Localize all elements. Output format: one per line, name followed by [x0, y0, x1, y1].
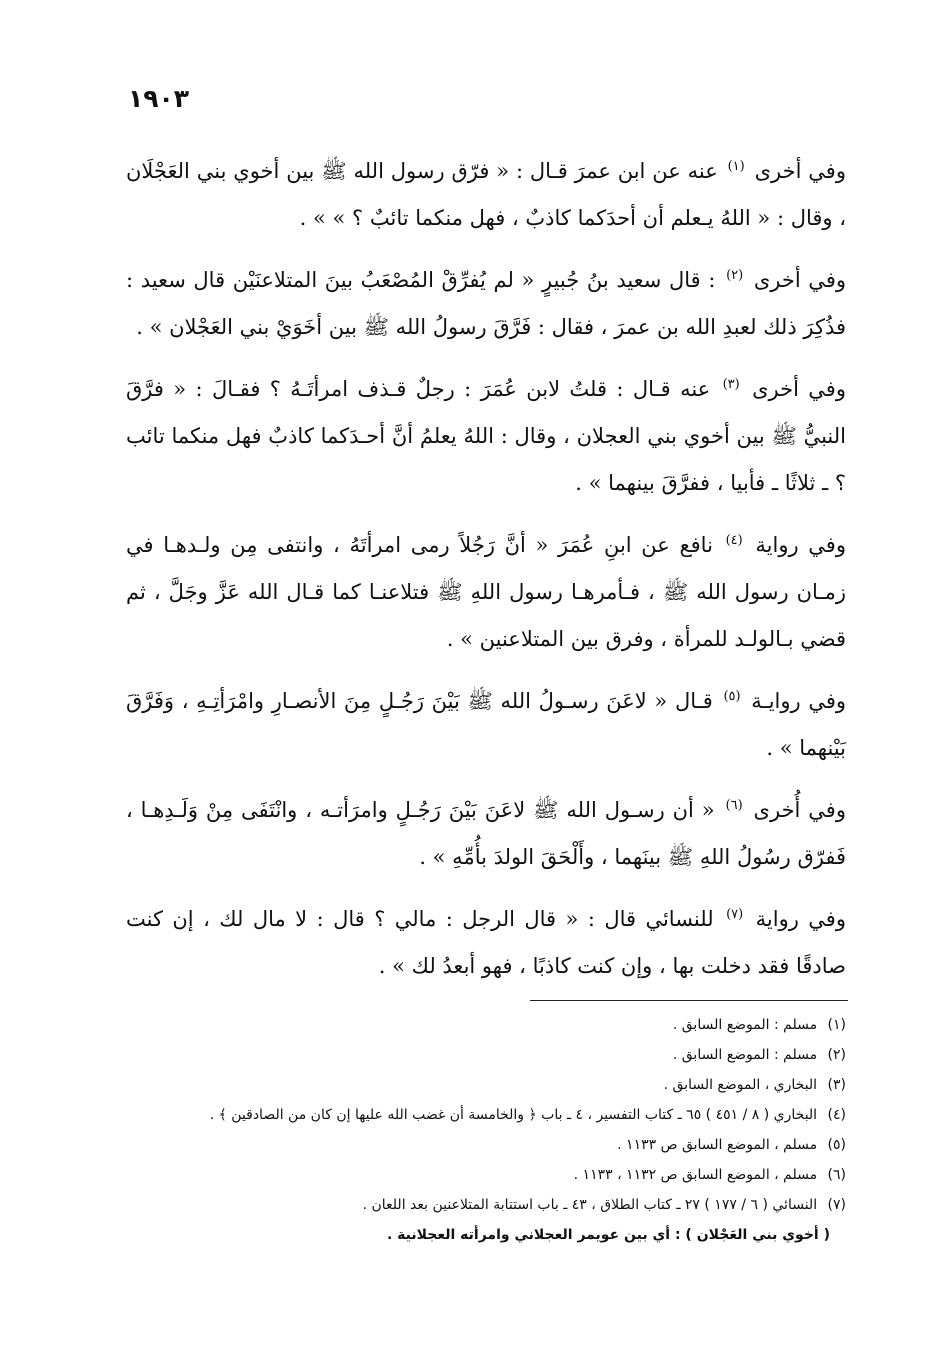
footnote-2 — [126, 1040, 846, 1070]
footnote-text: مسلم : الموضع السابق . — [672, 1017, 818, 1033]
footnote-number: (١) — [827, 1017, 846, 1033]
footnote-6 — [126, 1160, 846, 1190]
paragraph-4 — [126, 522, 846, 663]
paragraph-intro: وفي رواية — [755, 533, 846, 557]
footnote-text: مسلم ، الموضع السابق ص ١١٣٢ ، ١١٣٣ . — [573, 1167, 818, 1183]
footnotes — [126, 1010, 846, 1250]
paragraph-intro: وفي رواية — [755, 907, 846, 931]
footnote-number: (٣) — [827, 1077, 846, 1093]
footnote-ref[interactable]: (٤) — [725, 533, 743, 548]
paragraph-intro: وفي أخرى — [754, 159, 846, 183]
paragraph-intro: وفي أخرى — [752, 377, 846, 401]
footnote-5 — [126, 1130, 846, 1160]
footnote-3 — [126, 1070, 846, 1100]
footnote-ref[interactable]: (٢) — [726, 268, 744, 283]
gloss-note: ( أخوي بني العَجْلان ) : أي بين عويمر العجلاني وامرأته العجلانية . — [386, 1227, 830, 1243]
footnote-7 — [126, 1190, 846, 1220]
footnote-ref[interactable]: (٧) — [726, 907, 744, 922]
footnote-ref[interactable]: (٦) — [725, 798, 743, 813]
paragraph-intro: وفي روايـة — [751, 689, 846, 713]
paragraph-3 — [126, 366, 846, 507]
footnote-number: (٧) — [827, 1197, 846, 1213]
page-number: ١٩٠٣ — [128, 84, 190, 113]
paragraph-7 — [126, 896, 846, 990]
paragraph-text: عنه قـال : قلتُ لابن عُمَرَ : رجلٌ قـذف امرأتَـهُ ؟ فقـالَ : « فرَّقَ النبيُّ ﷺ بين أخوي بني العجلان ، وقال : اللهُ يعلمُ أنَّ أحـدَكما كاذبٌ فهل منكما تائب ؟ ـ ثلاثًا ـ فأبيا ، ففرَّقَ بينهما » . — [126, 377, 846, 495]
paragraph-5 — [126, 678, 846, 772]
paragraph-1 — [126, 148, 846, 242]
main-text — [126, 148, 846, 1005]
footnote-separator — [530, 1000, 848, 1001]
paragraph-2 — [126, 257, 846, 351]
paragraph-text: للنسائي قال : « قال الرجل : مالي ؟ قال : لا مال لك ، إن كنت صادقًا فقد دخلت بها ، وإن كنت كاذبًا ، فهو أبعدُ لك » . — [126, 907, 846, 978]
footnote-ref[interactable]: (٥) — [723, 689, 741, 704]
footnote-number: (٥) — [827, 1137, 846, 1153]
footnote-text: مسلم ، الموضع السابق ص ١١٣٣ . — [617, 1137, 818, 1153]
footnote-number: (٢) — [827, 1047, 846, 1063]
footnote-ref[interactable]: (٣) — [722, 377, 740, 392]
paragraph-intro: وفي أُخرى — [753, 798, 846, 822]
paragraph-text: قـال « لاعَنَ رسـولُ الله ﷺ بَيْنَ رَجُـلٍ مِنَ الأنصـارِ وامْرَأتِـهِ ، وَفَرَّقَ بَيْنهما » . — [126, 689, 846, 760]
footnote-1 — [126, 1010, 846, 1040]
paragraph-text: نافع عن ابنِ عُمَرَ « أنَّ رَجُلاً رمى امرأتَهُ ، وانتفى مِن ولـدهـا في زمـان رسول الله ﷺ ، فـأمرهـا رسول اللهِ ﷺ فتلاعنـا كما قـال الله عَزَّ وجَلَّ ، ثم قضي بـالولـد للمرأة ، وفرق بين المتلاعنين » . — [126, 533, 846, 651]
paragraph-text: « أن رسـول الله ﷺ لاعَنَ بَيْنَ رَجُـلٍ وامرَأتـه ، وانْتَفَى مِنْ وَلَـدِهـا ، فَفرّق رسُولُ اللهِ ﷺ بينَهما ، وأَلْحَقَ الولدَ بأُمِّهِ » . — [126, 798, 846, 869]
paragraph-6 — [126, 787, 846, 881]
footnote-text: مسلم : الموضع السابق . — [672, 1047, 818, 1063]
footnote-4 — [126, 1100, 846, 1130]
footnote-ref[interactable]: (١) — [727, 159, 745, 174]
footnote-number: (٤) — [827, 1107, 846, 1123]
footnote-number: (٦) — [827, 1167, 846, 1183]
footnote-text: البخاري ، الموضع السابق . — [663, 1077, 818, 1093]
paragraph-text: عنه عن ابن عمرَ قـال : « فرّق رسول الله ﷺ بين أخوي بني العَجْلَان ، وقال : « اللهُ يـعلم أن أحدَكما كاذبٌ ، فهل منكما تائبٌ ؟ » » . — [126, 159, 846, 230]
footnote-text: النسائي ( ٦ / ١٧٧ ) ٢٧ ـ كتاب الطلاق ، ٤٣ ـ باب استتابة المتلاعنين بعد اللعان . — [362, 1197, 818, 1213]
footnote-text: البخاري ( ٨ / ٤٥١ ) ٦٥ ـ كتاب التفسير ، ٤ ـ باب ﴿ والخامسة أن غضب الله عليها إن كان من الصادقين ﴾ . — [209, 1107, 818, 1123]
paragraph-text: : قال سعيد بنُ جُبيرٍ « لم يُفرِّقْ المُصْعَبُ بينَ المتلاعنَيْن قال سعيد : فذُكِرَ ذلك لعبدِ الله بن عمرَ ، فقال : فَرَّقَ رسولُ الله ﷺ بين أخَوَيْ بني العَجْلان » . — [126, 268, 846, 339]
paragraph-intro: وفي أخرى — [753, 268, 846, 292]
